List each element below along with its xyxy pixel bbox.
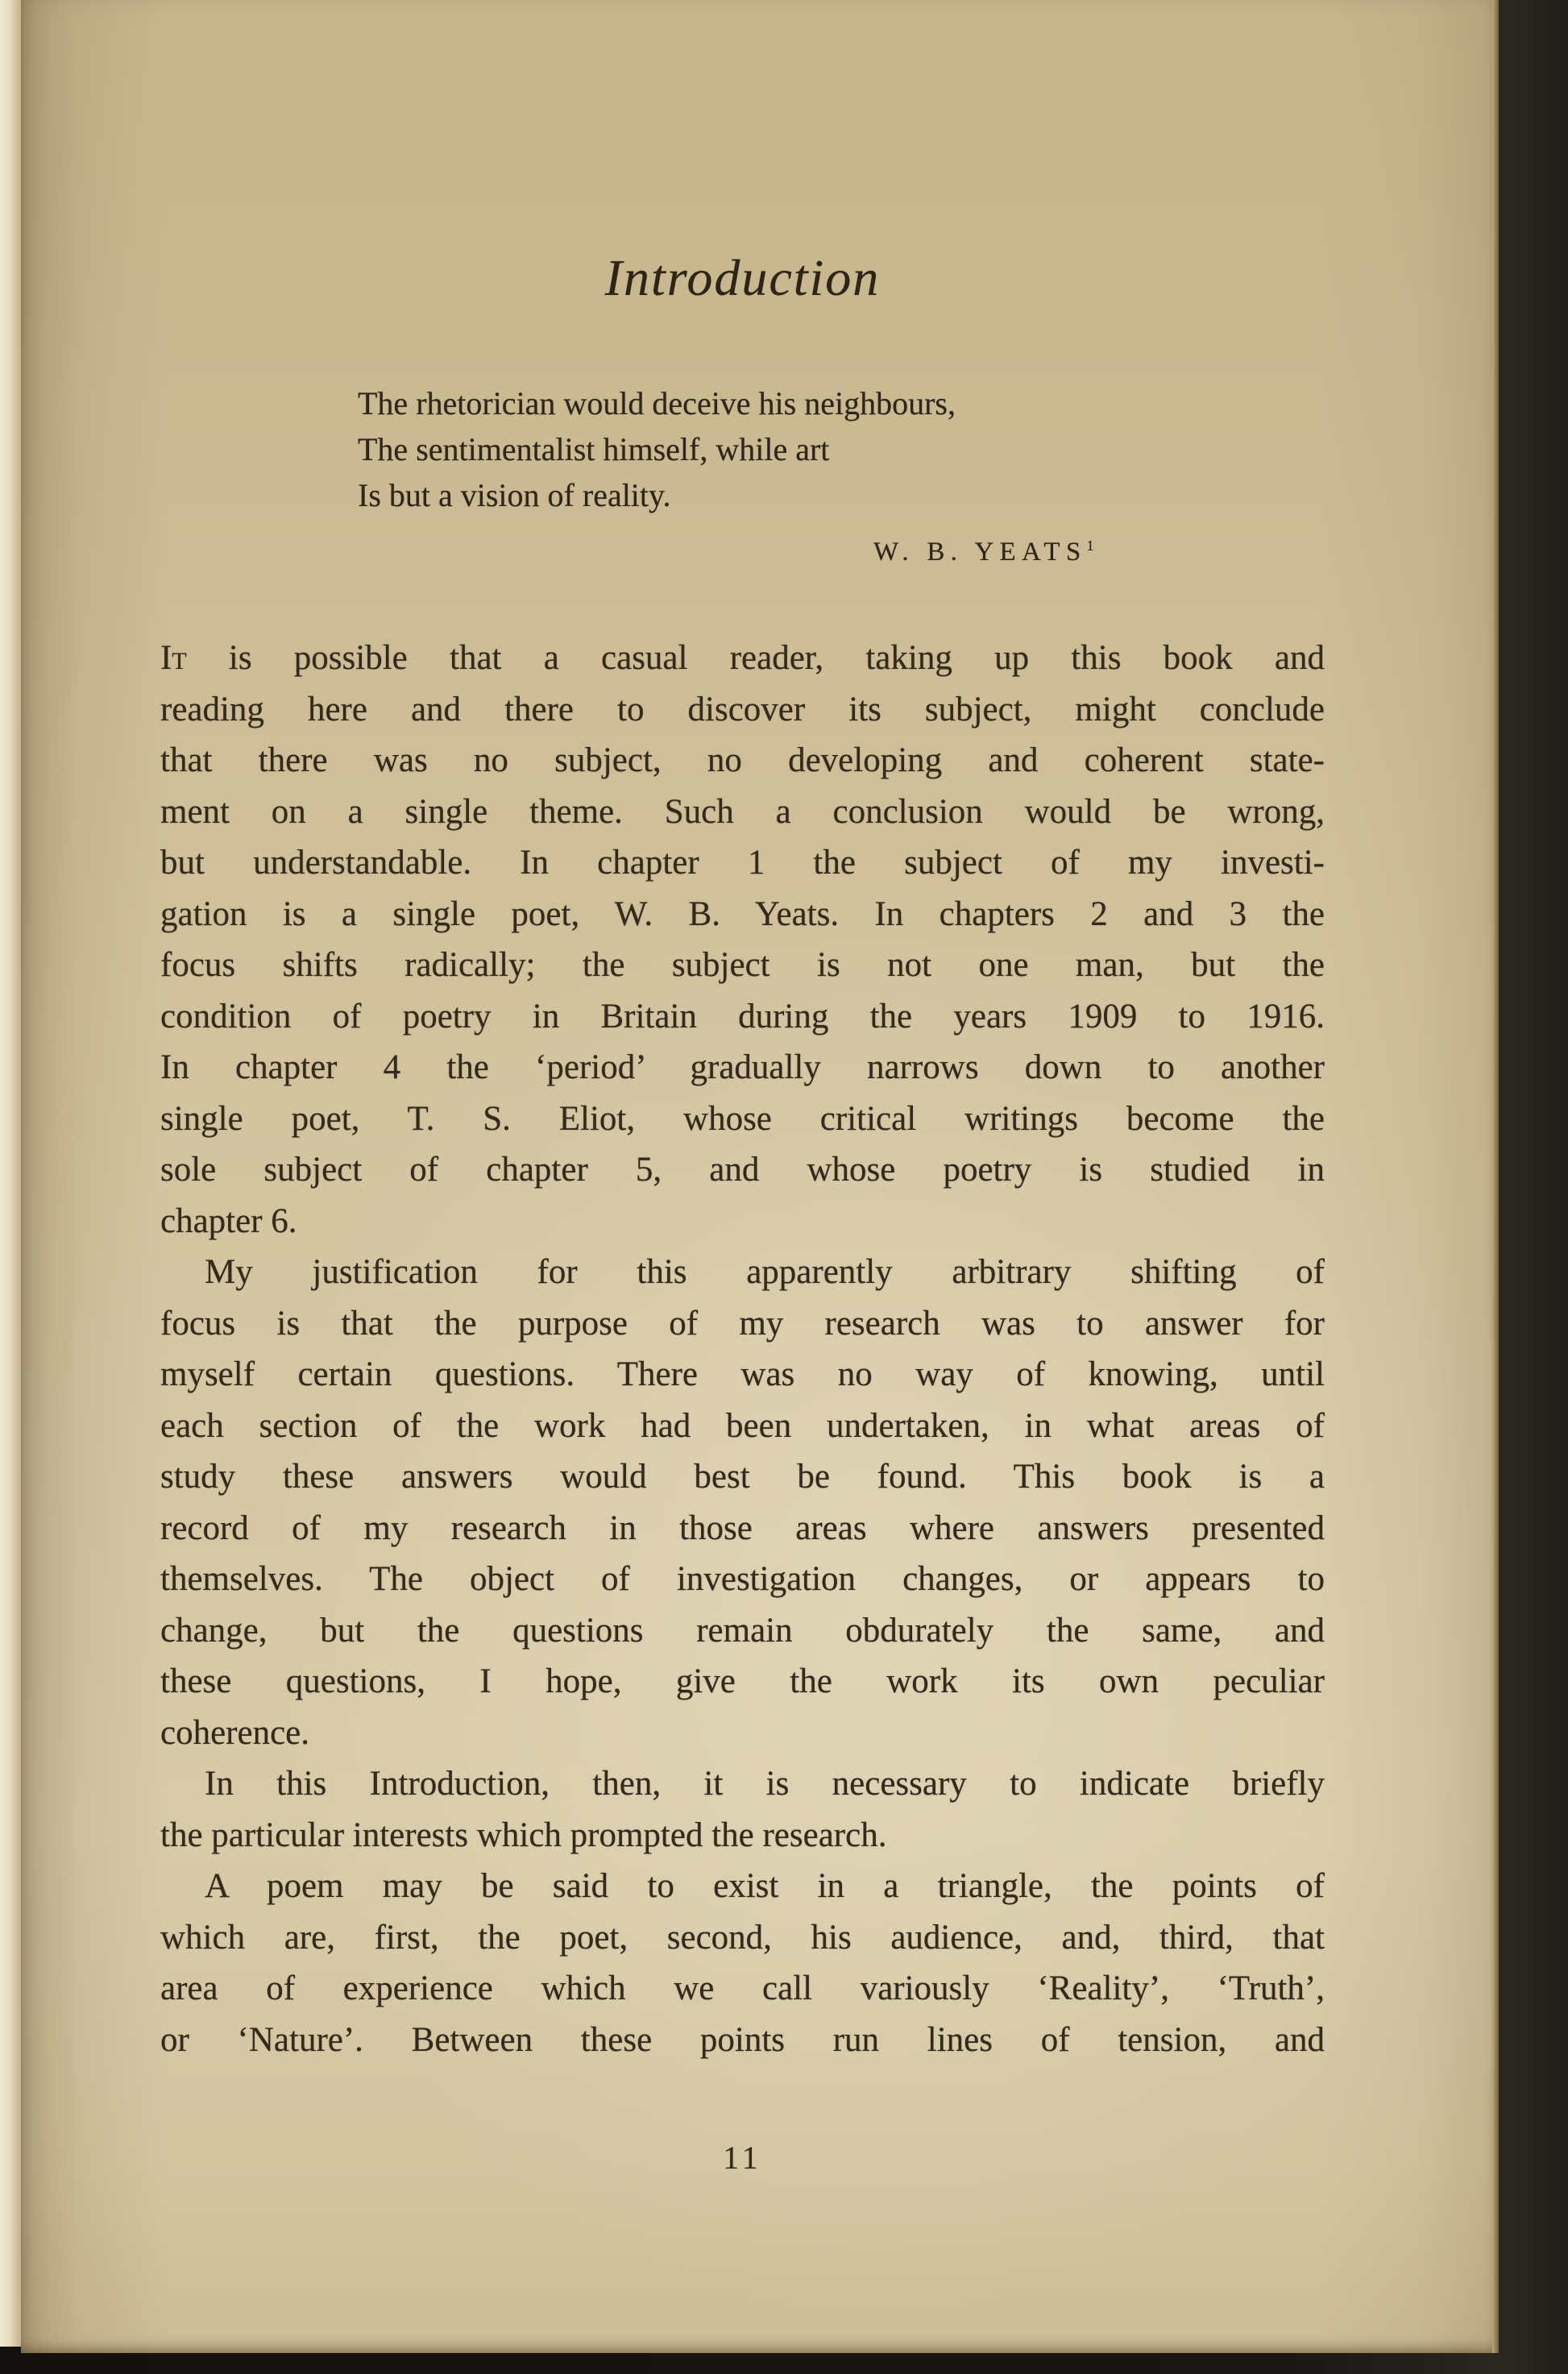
text-line: record of my research in those areas where answers presented: [160, 1509, 1325, 1547]
text-line: change, but the questions remain obdurately the same, and: [160, 1611, 1325, 1650]
text-line: sole subject of chapter 5, and whose poetry is studied in: [160, 1151, 1325, 1189]
text-line: which are, first, the poet, second, his audience, and, third, that: [160, 1918, 1325, 1957]
text-line: condition of poetry in Britain during the years 1909 to 1916.: [160, 997, 1325, 1036]
paragraph: [160, 1247, 1325, 1758]
epigraph-line: The sentimentalist himself, while art: [358, 431, 830, 467]
text-line: area of experience which we call variously ‘Reality’, ‘Truth’,: [160, 1969, 1325, 2007]
text-line: reading here and there to discover its subject, might conclude: [160, 690, 1325, 728]
paragraph: [160, 1758, 1325, 1861]
epigraph-attribution-name: W. B. YEATS: [873, 537, 1087, 567]
chapter-title: Introduction: [604, 249, 881, 306]
text-line: the particular interests which prompted the research.: [160, 1816, 887, 1854]
text-line: My justification for this apparently arbitrary shifting of: [205, 1253, 1325, 1291]
paragraph: [160, 1861, 1325, 2065]
adjacent-page-edge: [0, 0, 21, 2347]
text-line: ment on a single theme. Such a conclusion would be wrong,: [160, 792, 1325, 831]
text-line: In this Introduction, then, it is necessary to indicate briefly: [205, 1765, 1325, 1803]
text-line: In chapter 4 the ‘period’ gradually narrows down to another: [160, 1048, 1325, 1086]
page-number: 11: [723, 2140, 762, 2176]
text-line: gation is a single poet, W. B. Yeats. In chapters 2 and 3 the: [160, 894, 1325, 933]
epigraph-line: Is but a vision of reality.: [358, 477, 671, 513]
text-line: themselves. The object of investigation changes, or appears to: [160, 1560, 1325, 1598]
text-line: myself certain questions. There was no way of knowing, until: [160, 1355, 1325, 1393]
epigraph-line: The rhetorician would deceive his neighbours,: [358, 385, 956, 421]
text-line: or ‘Nature’. Between these points run lines of tension, and: [160, 2020, 1325, 2059]
epigraph-attribution: [873, 528, 1492, 570]
text-line: [160, 633, 1325, 684]
text-line: focus is that the purpose of my research was to answer for: [160, 1304, 1325, 1343]
text-line: A poem may be said to exist in a triangle, the points of: [205, 1867, 1325, 1905]
text-line: but understandable. In chapter 1 the subject of my investi-: [160, 844, 1325, 882]
footnote-marker: 1: [1086, 537, 1094, 554]
epigraph: [358, 380, 1492, 570]
text-line: single poet, T. S. Eliot, whose critical writings become the: [160, 1099, 1325, 1138]
opening-small-caps: It: [160, 639, 187, 677]
text-line: these questions, I hope, give the work its own peculiar: [160, 1662, 1325, 1700]
text-line: focus shifts radically; the subject is not one man, but the: [160, 946, 1325, 984]
text-line: study these answers would best be found. This book is a: [160, 1458, 1325, 1496]
body-text: [160, 633, 1325, 2065]
text-line: coherence.: [160, 1713, 309, 1752]
paragraph: [160, 633, 1325, 1247]
text-line: each section of the work had been undertaken, in what areas of: [160, 1406, 1325, 1445]
text-line: that there was no subject, no developing and coherent state-: [160, 741, 1325, 779]
text-line: chapter 6.: [160, 1202, 297, 1240]
book-page: [21, 0, 1492, 2353]
text-line-rest: is possible that a casual reader, taking up this book and: [186, 639, 1325, 677]
